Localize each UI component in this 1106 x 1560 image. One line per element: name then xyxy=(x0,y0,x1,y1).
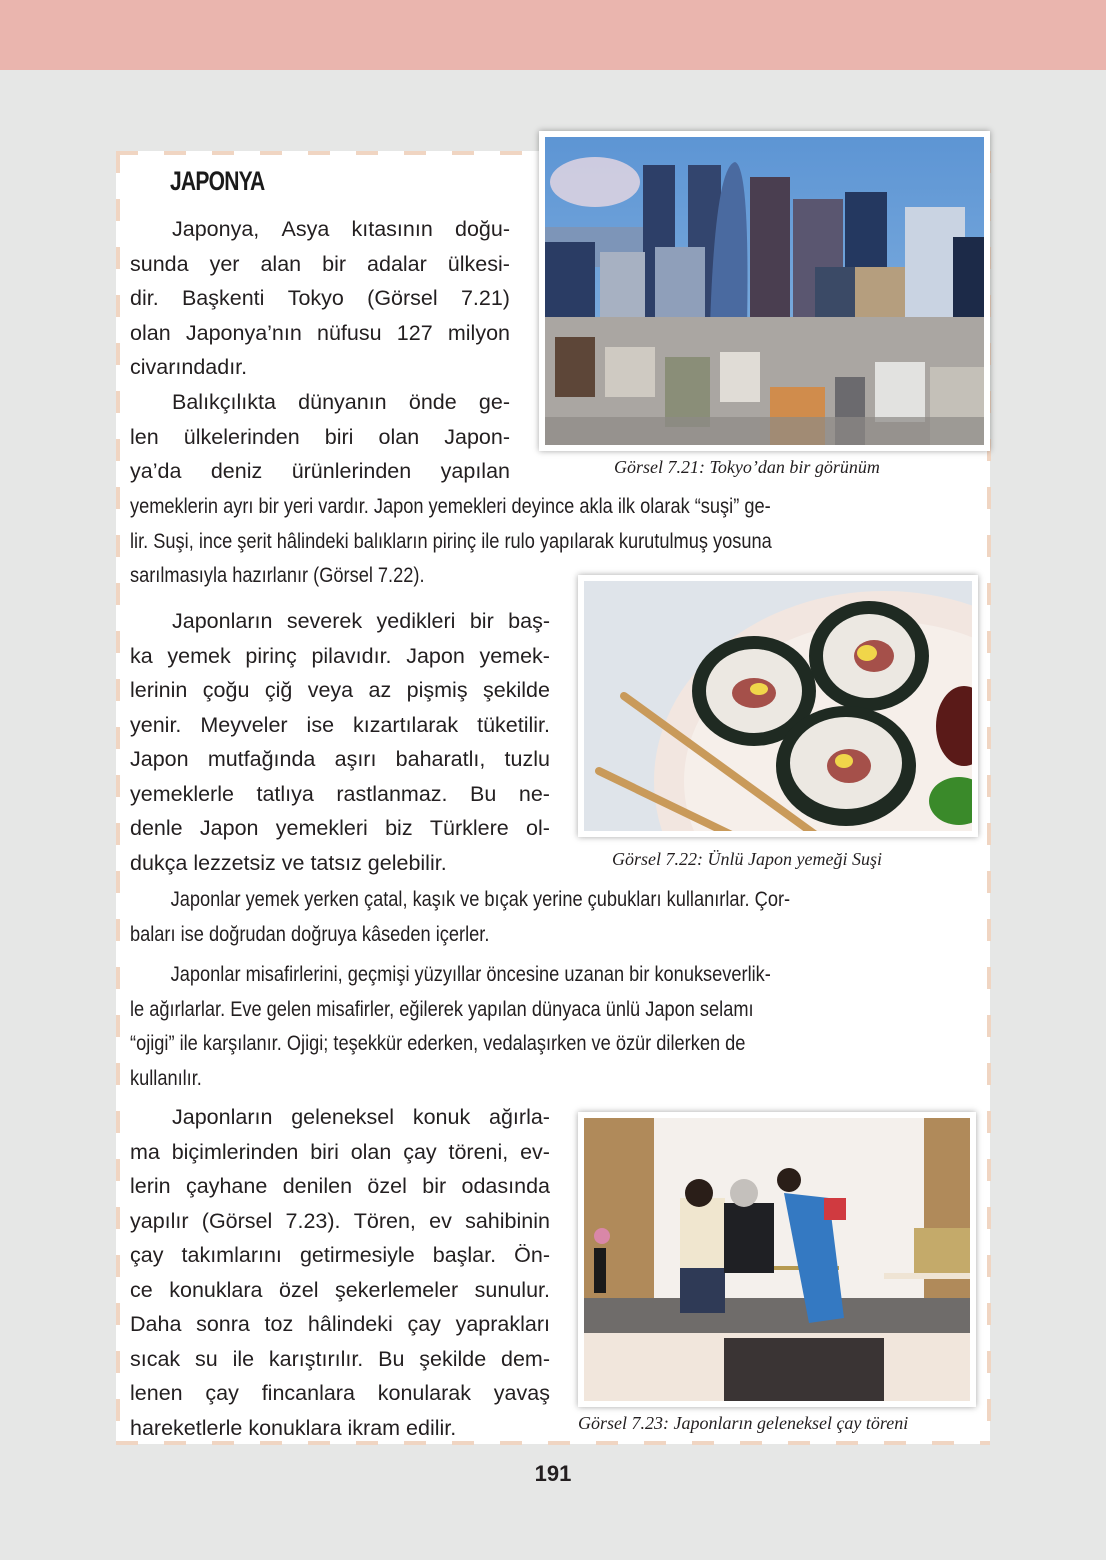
paragraph-ojigi xyxy=(130,957,977,1095)
text-line: ma biçimlerinden biri olan çay töreni, ev- xyxy=(130,1139,550,1164)
paragraph-chopsticks xyxy=(130,882,977,951)
paragraph-tea-ceremony xyxy=(130,1100,550,1445)
tea-ceremony-image xyxy=(584,1118,970,1401)
text-line: len ülkelerinden biri olan Japon- xyxy=(130,424,510,449)
figure-sushi-photo xyxy=(578,575,978,837)
text-line: Balıkçılıkta dünyanın önde ge- xyxy=(172,390,510,414)
tokyo-skyline-image xyxy=(545,137,984,445)
text-line: Japonların geleneksel konuk ağırla- xyxy=(172,1105,550,1129)
section-title: JAPONYA xyxy=(170,166,265,196)
text-line: ya’da deniz ürünlerinden yapılan xyxy=(130,459,510,483)
text-line: sarılmasıyla hazırlanır (Görsel 7.22). xyxy=(130,563,425,587)
text-line: yenir. Meyveler ise kızartılarak tüketilir. xyxy=(130,712,550,737)
figure-tea-ceremony-photo xyxy=(578,1112,976,1407)
text-line: le ağırlarlar. Eve gelen misafirler, eğilerek yapılan dünyaca ünlü Japon selamı xyxy=(130,996,754,1021)
text-line: denle Japon yemekleri biz Türklere ol- xyxy=(130,816,550,840)
text-line: dir. Başkenti Tokyo (Görsel 7.21) xyxy=(130,286,510,310)
text-line: lenen çay fincanlara konularak yavaş xyxy=(130,1381,550,1405)
text-line: ce konuklara özel şekerlemeler sunulur. xyxy=(130,1277,550,1302)
text-line: “ojigi” ile karşılanır. Ojigi; teşekkür ederken, vedalaşırken ve özür dilerken de xyxy=(130,1031,746,1055)
text-line: Daha sonra toz hâlindeki çay yaprakları xyxy=(130,1312,550,1336)
text-line: sunda yer alan bir adalar ülkesi- xyxy=(130,251,510,276)
text-line: lerin çayhane denilen özel bir odasında xyxy=(130,1174,550,1198)
figure-caption-7-21: Görsel 7.21: Tokyo’dan bir görünüm xyxy=(614,457,880,477)
text-line: baları ise doğrudan doğruya kâseden içerler. xyxy=(130,921,490,946)
text-line: Japon mutfağında aşırı baharatlı, tuzlu xyxy=(130,747,550,771)
text-line: Japonlar misafirlerini, geçmişi yüzyıllar öncesine uzanan bir konukseverlik- xyxy=(170,962,771,986)
text-line: kullanılır. xyxy=(130,1065,202,1090)
text-line: dukça lezzetsiz ve tatsız gelebilir. xyxy=(130,850,447,875)
text-line: yemeklerle tatlıya rastlanmaz. Bu ne- xyxy=(130,781,550,806)
text-line: Japonya, Asya kıtasının doğu- xyxy=(172,217,510,241)
paragraph-rice xyxy=(130,604,550,880)
header-band xyxy=(0,0,1106,70)
text-line: Japonların severek yedikleri bir baş- xyxy=(172,609,550,633)
text-line: ka yemek pirinç pilavıdır. Japon yemek- xyxy=(130,643,550,668)
text-line: hareketlerle konuklara ikram edilir. xyxy=(130,1415,457,1440)
paragraph-fishing xyxy=(130,385,510,489)
text-line: Japonlar yemek yerken çatal, kaşık ve bıçak yerine çubukları kullanırlar. Çor- xyxy=(170,887,791,911)
paragraph-intro xyxy=(130,212,510,385)
text-line: civarındadır. xyxy=(130,355,248,379)
text-line: lerinin çoğu çiğ veya az pişmiş şekilde xyxy=(130,678,550,702)
figure-tokyo-photo xyxy=(539,131,990,451)
text-line: yapılır (Görsel 7.23). Tören, ev sahibinin xyxy=(130,1208,550,1233)
text-line: sıcak su ile karıştırılır. Bu şekilde dem- xyxy=(130,1346,550,1371)
text-line: lir. Suşi, ince şerit hâlindeki balıkların pirinç ile rulo yapılarak kurutulmuş yosuna xyxy=(130,528,772,553)
text-line: çay takımlarını getirmesiyle başlar. Ön- xyxy=(130,1243,550,1267)
page-number: 191 xyxy=(534,1461,572,1486)
figure-caption-7-23: Görsel 7.23: Japonların geleneksel çay töreni xyxy=(578,1413,909,1433)
sushi-image xyxy=(584,581,972,831)
figure-caption-7-22: Görsel 7.22: Ünlü Japon yemeği Suşi xyxy=(612,849,882,869)
dashed-border-left xyxy=(116,151,120,1445)
text-line: yemeklerin ayrı bir yeri vardır. Japon yemekleri deyince akla ilk olarak “suşi” ge- xyxy=(130,494,771,518)
text-line: olan Japonya’nın nüfusu 127 milyon xyxy=(130,320,510,345)
